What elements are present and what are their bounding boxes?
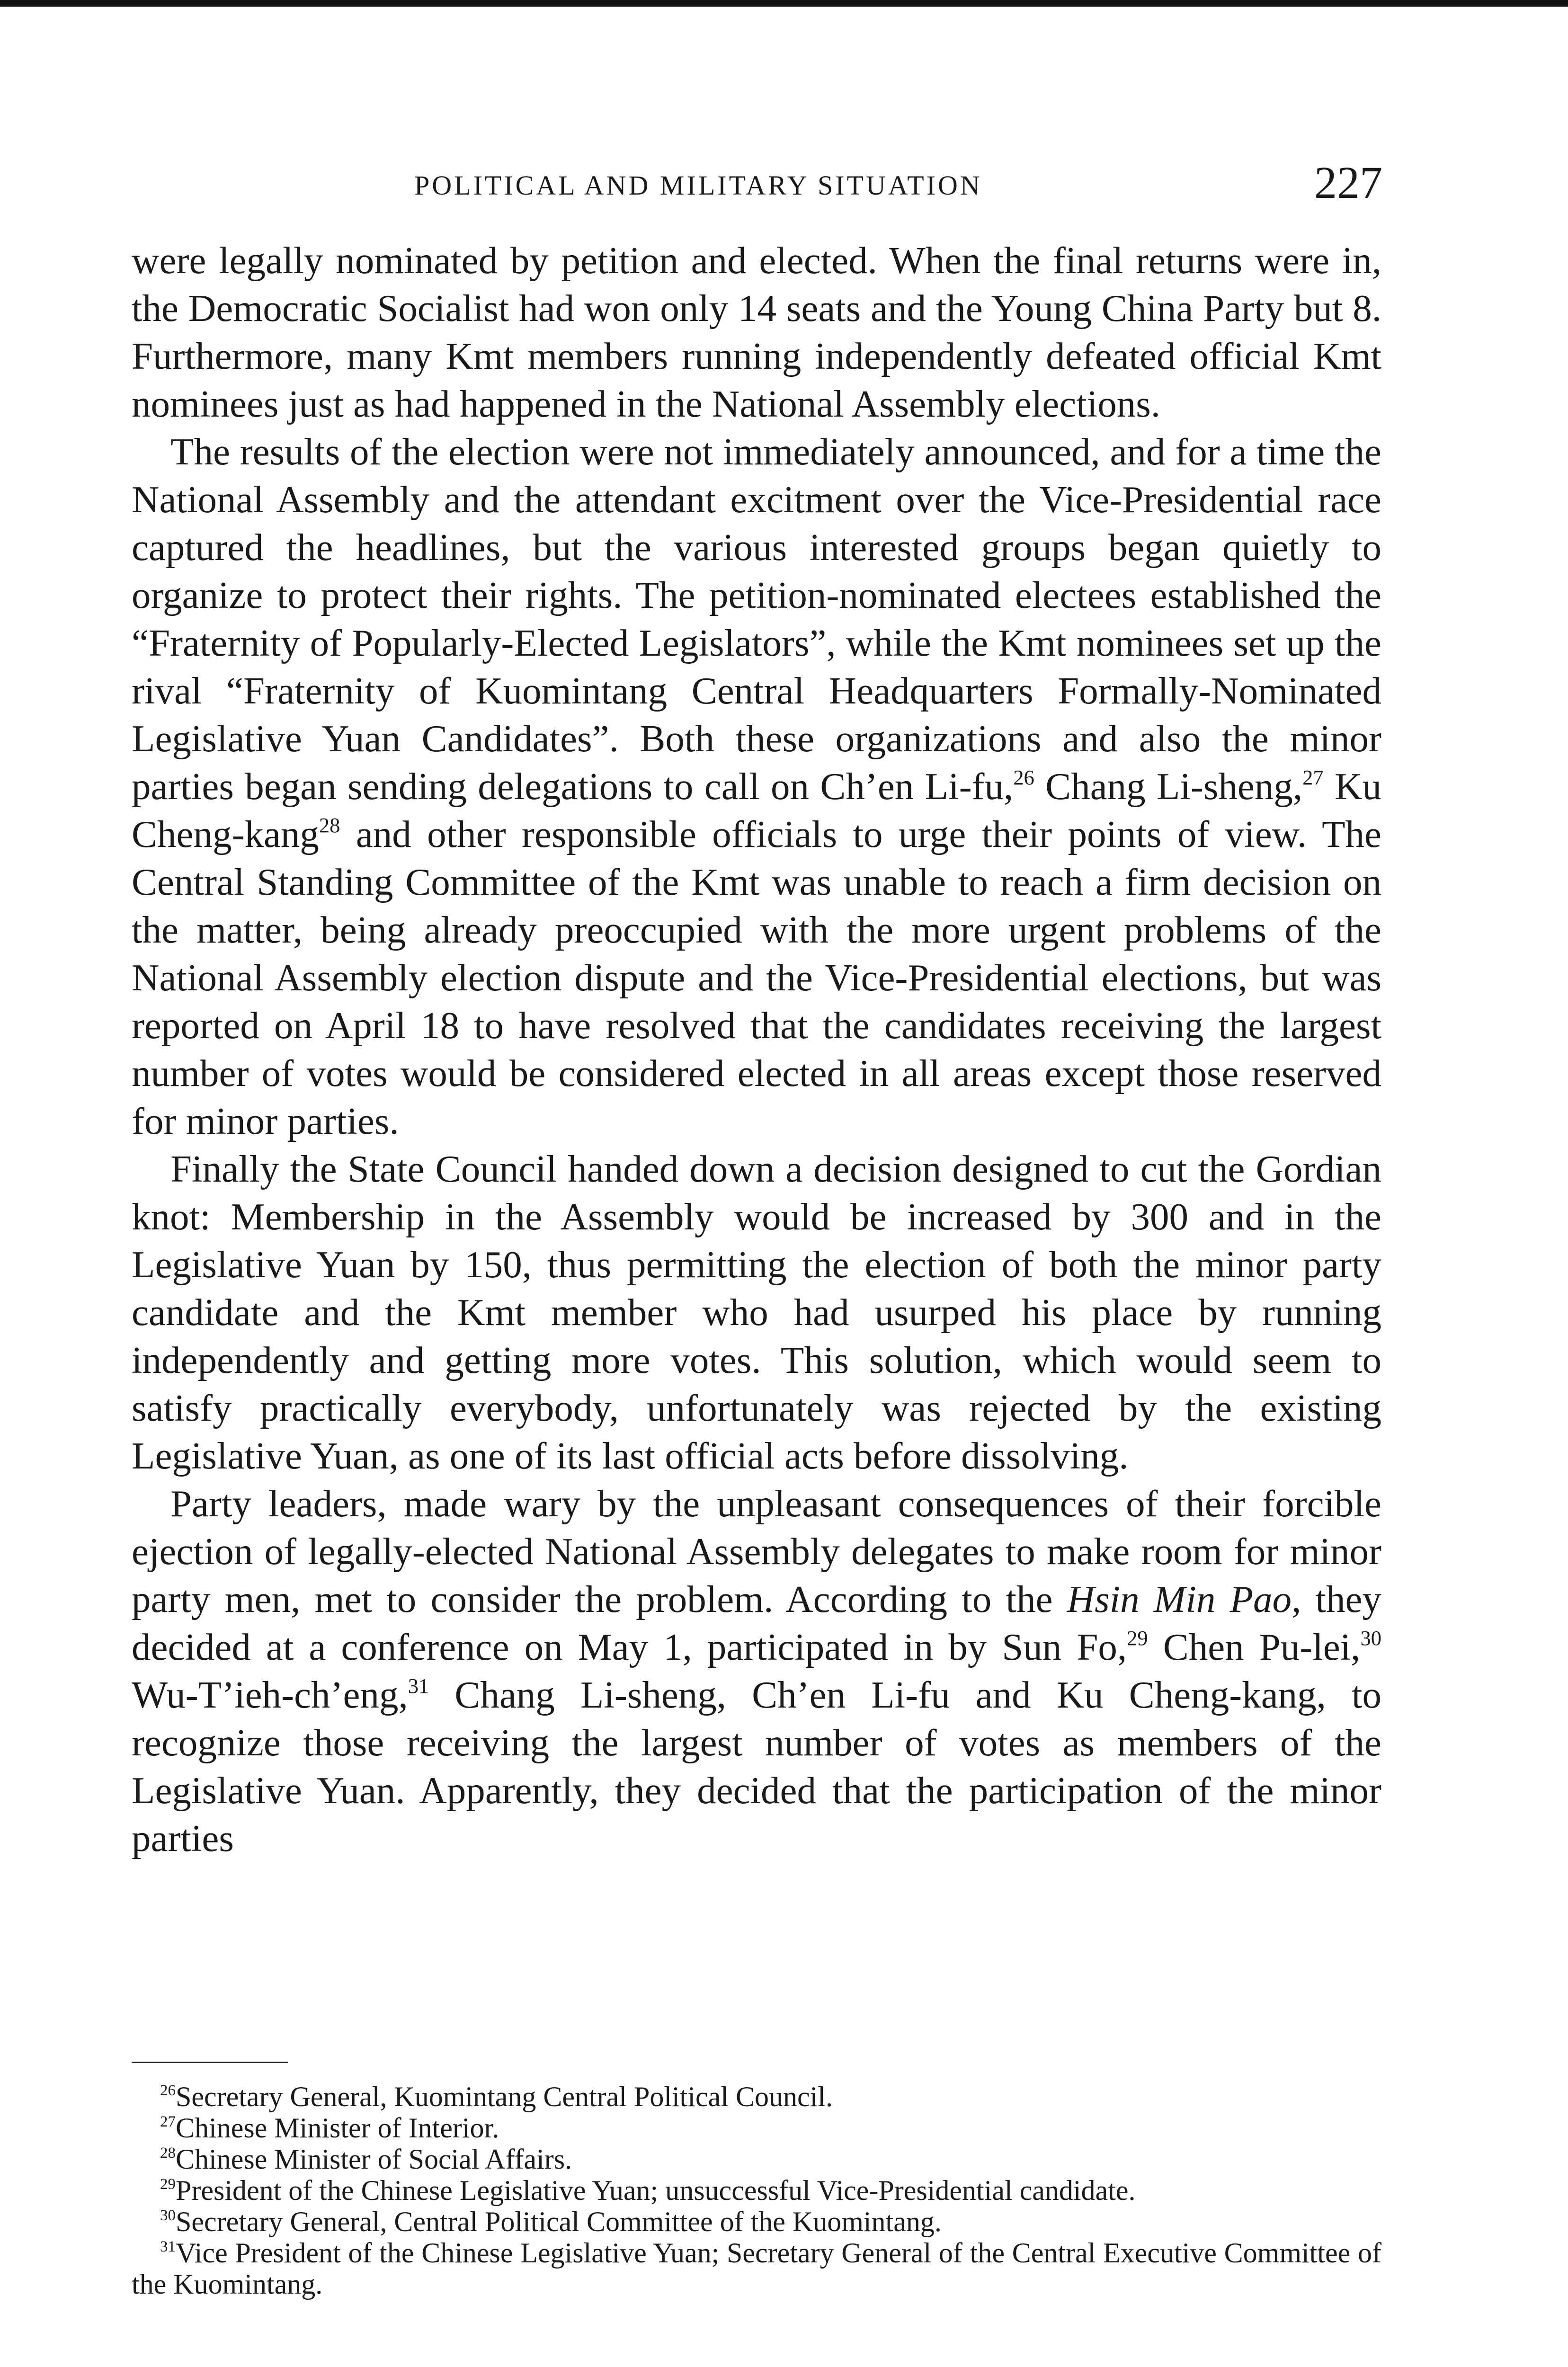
footnote-reference: 31 [408,1673,429,1698]
footnote-reference: 27 [1302,765,1324,789]
paragraph-text: The results of the election were not immediately announced, and for a time the National Assembly and the attendant excitment over the Vice-Presidential race captured the headlines, but the various interested groups began quietly to organize to protect their rights. The petition-nominated electees established the “Fraternity of Popularly-Elected Legislators”, while the Kmt nominees set up the rival “Fraternity of Kuomintang Central Headquarters Formally-Nominated Legislative Yuan Candidates”. Both these organizations and also the minor parties began sending delegations to call on Ch’en Li-fu, [132,430,1381,808]
footnote-text: Chinese Minister of Interior. [176,2112,499,2144]
footnote [132,2237,1381,2300]
footnote [132,2175,1381,2206]
body-paragraph [132,1145,1381,1480]
footnote-text: Secretary General, Central Political Committee of the Kuomintang. [176,2206,942,2237]
footnote-number: 26 [160,2082,176,2099]
footnote-reference: 28 [319,813,340,837]
footnote-reference: 26 [1013,765,1034,789]
footnote-text: Secretary General, Kuomintang Central Political Council. [176,2081,833,2112]
running-title: POLITICAL AND MILITARY SITUATION [414,170,982,201]
footnote-text: President of the Chinese Legislative Yuan; unsuccessful Vice-Presidential candidate. [176,2175,1136,2206]
footnote-number: 28 [160,2144,176,2162]
paragraph-text: Chang Li-sheng, [1034,765,1303,808]
paragraph-text: Ku Cheng-kang [132,765,1381,855]
paragraph-text: Chang Li-sheng, Ch’en Li-fu and Ku Cheng-kang, to recognize those receiving the largest number of votes as members of the Legislative Yuan. Apparently, they decided that the participation of the minor parties [132,1673,1381,1860]
footnote-text: Vice President of the Chinese Legislative Yuan; Secretary General of the Central Executive Committee of the Kuomintang. [132,2237,1381,2300]
body-paragraph [132,1480,1381,1862]
footnotes [132,2081,1381,2300]
italic-title: Hsin Min Pao [1067,1578,1292,1620]
footnote-number: 31 [160,2238,176,2255]
running-header [133,156,1382,208]
footnote [132,2112,1381,2144]
footnote [132,2081,1381,2112]
paragraph-text: Party leaders, made wary by the unpleasant consequences of their forcible ejection of legally-elected National Assembly delegates to make room for minor party men, met to consider the problem. According to the [132,1482,1381,1620]
body-text [132,237,1381,1862]
footnote-reference: 29 [1127,1626,1148,1650]
paragraph-text: were legally nominated by petition and elected. When the final returns were in, the Democratic Socialist had won only 14 seats and the Young China Party but 8. Furthermore, many Kmt members running independently defeated official Kmt nominees just as had happened in the National Assembly elections. [132,239,1381,425]
paragraph-text: , they decided at a conference on May 1, participated in by Sun Fo, [132,1578,1381,1668]
page-number: 227 [1314,157,1382,208]
footnote-reference: 30 [1360,1626,1381,1650]
footnote-separator [132,2062,288,2063]
paragraph-text: Finally the State Council handed down a decision designed to cut the Gordian knot: Membership in the Assembly would be increased by 300 and in the Legislative Yuan by 150, thus permitting the election of both the minor party candidate and the Kmt member who had usurped his place by running independently and getting more votes. This solution, which would seem to satisfy practically everybody, unfortunately was rejected by the existing Legislative Yuan, as one of its last official acts before dissolving. [132,1148,1381,1477]
paragraph-text: Wu-T’ieh-ch’eng, [132,1673,408,1716]
footnote-number: 27 [160,2113,176,2130]
footnote [132,2206,1381,2237]
paragraph-text: and other responsible officials to urge their points of view. The Central Standing Committee of the Kmt was unable to reach a firm decision on the matter, being already preoccupied with the more urgent problems of the National Assembly election dispute and the Vice-Presidential elections, but was reported on April 18 to have resolved that the candidates receiving the largest number of votes would be considered elected in all areas except those reserved for minor parties. [132,813,1381,1142]
body-paragraph [132,237,1381,428]
top-border-rule [0,0,1568,7]
body-paragraph [132,428,1381,1145]
footnote [132,2144,1381,2175]
footnote-text: Chinese Minister of Social Affairs. [176,2144,572,2175]
footnote-number: 30 [160,2207,176,2224]
paragraph-text: Chen Pu-lei, [1148,1626,1361,1668]
footnote-number: 29 [160,2175,176,2193]
